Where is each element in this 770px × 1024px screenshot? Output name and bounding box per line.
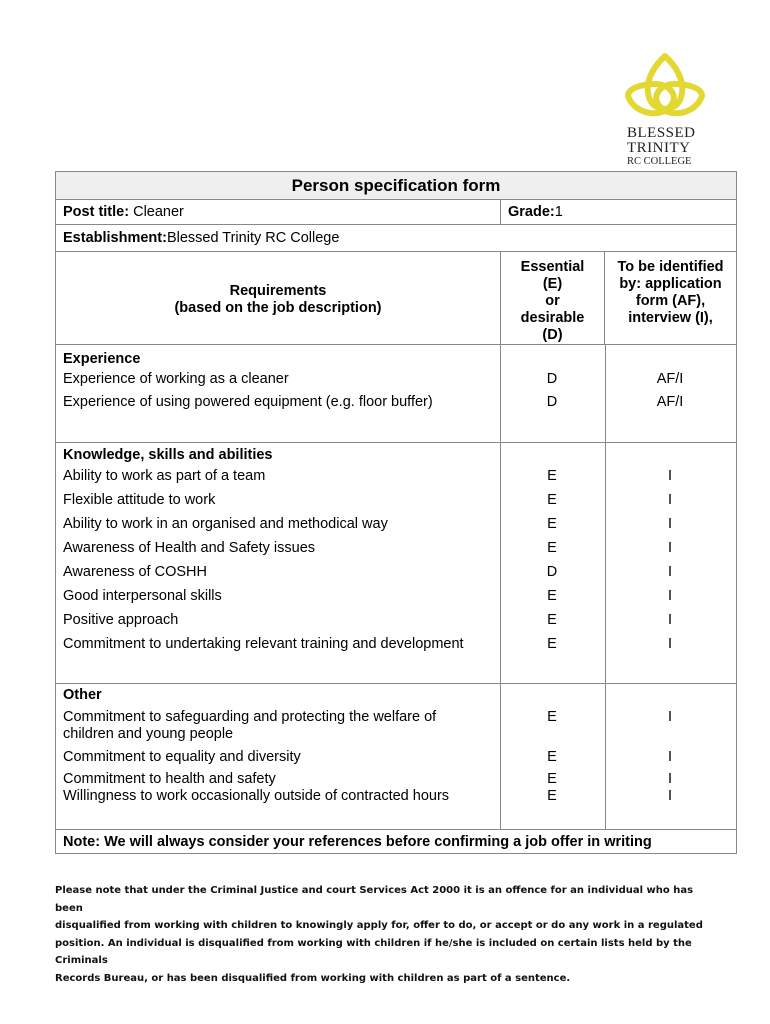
list-item [56, 745, 736, 769]
identified-value: I [667, 709, 673, 725]
list-item [56, 584, 736, 608]
list-item [56, 391, 736, 414]
essential-value: D [546, 394, 558, 410]
essential-value: E [547, 709, 557, 725]
section-experience [56, 344, 736, 442]
requirement-text: Commitment to undertaking relevant training and development [63, 635, 464, 652]
college-logo [620, 52, 712, 168]
section-knowledge-skills [56, 442, 736, 683]
essential-value: E [547, 467, 557, 484]
identified-value: I [667, 563, 673, 580]
trinity-knot-icon [622, 52, 708, 122]
essential-value: E [547, 788, 557, 804]
grade-cell [500, 200, 736, 225]
identified-header-line-3: form (AF), [635, 293, 706, 309]
list-item [56, 464, 736, 488]
essential-value: E [547, 771, 557, 787]
grade-value: 1 [554, 204, 563, 220]
requirement-text: Experience of using powered equipment (e.g. floor buffer) [63, 394, 433, 410]
post-title-value: Cleaner [129, 204, 184, 220]
disclaimer-line-1: Please note that under the Criminal Justice and court Services Act 2000 it is an offence for an individual who has been [55, 885, 694, 914]
section-other [56, 683, 736, 829]
logo-line-1: BLESSED [627, 125, 696, 141]
essential-header-line-3: or [545, 293, 560, 309]
note-row [56, 829, 736, 853]
list-item [56, 632, 736, 656]
identified-value: I [667, 788, 673, 804]
identified-header-line-4: interview (I), [628, 310, 713, 326]
list-item [56, 512, 736, 536]
identified-value: I [667, 748, 673, 765]
requirement-text: Ability to work as part of a team [63, 467, 266, 484]
disclaimer-line-4: Records Bureau, or has been disqualified from working with children as part of a sentence. [55, 972, 571, 984]
requirement-text: Experience of working as a cleaner [63, 371, 289, 387]
identified-value: I [667, 539, 673, 556]
essential-value: E [547, 748, 557, 765]
identified-value: I [667, 491, 673, 508]
list-item [56, 788, 736, 805]
requirements-header [56, 252, 500, 344]
requirement-text-line-2: children and young people [63, 726, 234, 742]
identified-value: I [667, 771, 673, 787]
list-item [56, 608, 736, 632]
requirement-text: Positive approach [63, 611, 179, 628]
disclaimer-line-2: disqualified from working with children to knowingly apply for, offer to do, or accept or do any work in a regulated [55, 920, 703, 931]
disclaimer-line-3: position. An individual is disqualified from working with children if he/she is included on certain lists held by the Criminals [55, 937, 692, 966]
essential-value: E [547, 491, 557, 508]
column-header-row [56, 251, 736, 344]
identified-value: I [667, 467, 673, 484]
establishment-row [56, 224, 736, 251]
requirement-text [56, 709, 500, 743]
requirement-text: Flexible attitude to work [63, 491, 216, 508]
essential-header-line-2: (E) [542, 276, 563, 292]
list-item [56, 536, 736, 560]
essential-header [500, 252, 604, 344]
establishment-value: Blessed Trinity RC College [166, 230, 340, 246]
essential-value: D [546, 563, 558, 580]
references-note: Note: We will always consider your references before confirming a job offer in writing [63, 833, 652, 850]
list-item [56, 771, 736, 788]
requirement-text: Awareness of COSHH [63, 563, 207, 580]
form-title: Person specification form [291, 175, 501, 195]
identified-header-line-2: by: application [619, 276, 722, 292]
essential-header-line-1: Essential [520, 259, 585, 275]
identified-value: AF/I [656, 394, 684, 410]
identified-value: I [667, 611, 673, 628]
requirement-text: Willingness to work occasionally outside of contracted hours [63, 788, 450, 804]
logo-line-3: RC COLLEGE [627, 156, 692, 167]
post-row [56, 199, 736, 224]
requirement-text: Good interpersonal skills [63, 587, 222, 604]
section-title: Knowledge, skills and abilities [63, 447, 273, 463]
list-item [56, 560, 736, 584]
person-specification-form [55, 171, 737, 854]
identified-value: I [667, 635, 673, 652]
essential-header-line-5: (D) [542, 327, 563, 343]
section-title: Experience [63, 351, 141, 367]
identified-value: I [667, 515, 673, 532]
logo-line-2: TRINITY [627, 140, 691, 156]
essential-value: E [547, 611, 557, 628]
list-item [56, 488, 736, 512]
requirement-text-line-1: Commitment to safeguarding and protecting the welfare of [63, 709, 437, 725]
requirements-header-line-1: Requirements [229, 283, 327, 299]
requirement-text: Awareness of Health and Safety issues [63, 539, 316, 556]
identified-value: I [667, 587, 673, 604]
requirement-text: Ability to work in an organised and methodical way [63, 515, 388, 532]
requirements-header-line-2: (based on the job description) [174, 300, 382, 316]
essential-value: D [546, 371, 558, 387]
form-title-row [56, 172, 736, 199]
essential-value: E [547, 539, 557, 556]
requirement-text: Commitment to equality and diversity [63, 748, 301, 765]
identified-header-line-1: To be identified [617, 259, 724, 275]
identified-header [604, 252, 736, 344]
post-title-label: Post title: [63, 204, 130, 220]
identified-value: AF/I [656, 371, 684, 387]
grade-label: Grade: [508, 204, 555, 220]
essential-header-line-4: desirable [520, 310, 585, 326]
legal-disclaimer [55, 882, 720, 987]
essential-value: E [547, 635, 557, 652]
list-item [56, 704, 736, 745]
section-title: Other [63, 687, 102, 703]
essential-value: E [547, 515, 557, 532]
essential-value: E [547, 587, 557, 604]
list-item [56, 368, 736, 391]
requirement-text: Commitment to health and safety [63, 771, 276, 787]
establishment-label: Establishment: [63, 230, 167, 246]
post-title-cell [56, 204, 500, 220]
